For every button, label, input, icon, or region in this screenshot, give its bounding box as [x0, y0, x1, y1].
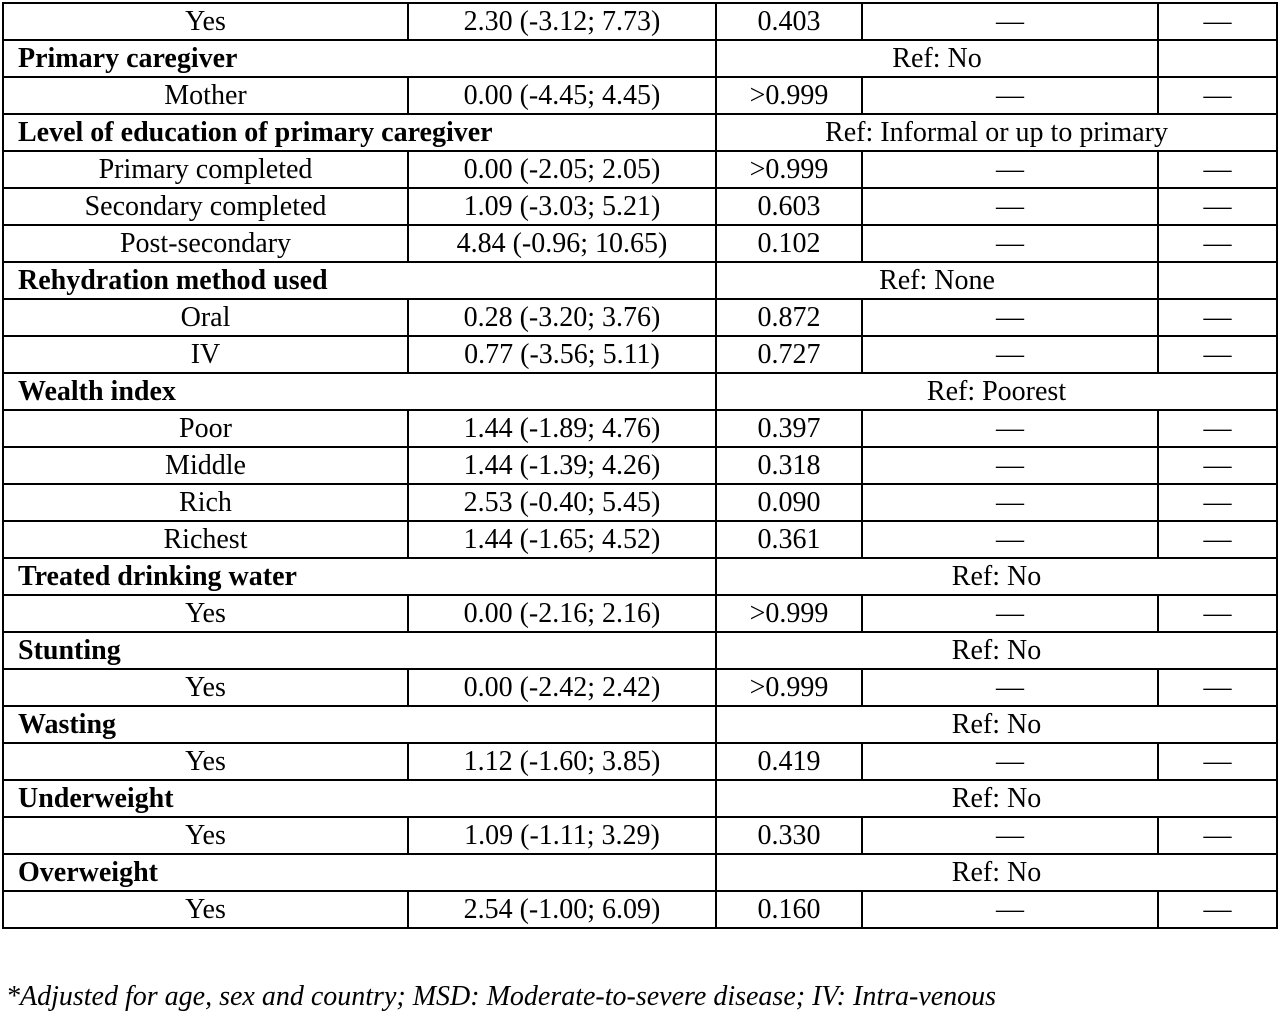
category-label: Yes	[3, 595, 408, 632]
dash-cell: —	[862, 336, 1158, 373]
group-header-row	[3, 780, 1277, 817]
table-footnote: *Adjusted for age, sex and country; MSD: Moderate-to-severe disease; IV: Intra-venous	[6, 981, 997, 1012]
p-value: >0.999	[716, 669, 862, 706]
dash-cell: —	[1158, 521, 1277, 558]
estimate-ci: 2.54 (-1.00; 6.09)	[408, 891, 716, 928]
reference-category: Ref: No	[716, 706, 1277, 743]
p-value: >0.999	[716, 151, 862, 188]
p-value: >0.999	[716, 77, 862, 114]
table-row	[3, 743, 1277, 780]
dash-cell: —	[1158, 77, 1277, 114]
p-value: 0.361	[716, 521, 862, 558]
results-table-body	[3, 3, 1277, 928]
estimate-ci: 4.84 (-0.96; 10.65)	[408, 225, 716, 262]
table-row	[3, 225, 1277, 262]
group-header-row	[3, 706, 1277, 743]
group-label: Rehydration method used	[3, 262, 716, 299]
table-row	[3, 595, 1277, 632]
table-row	[3, 447, 1277, 484]
reference-category: Ref: Poorest	[716, 373, 1277, 410]
reference-category: Ref: Informal or up to primary	[716, 114, 1277, 151]
estimate-ci: 0.00 (-2.42; 2.42)	[408, 669, 716, 706]
dash-cell: —	[862, 669, 1158, 706]
dash-cell: —	[862, 595, 1158, 632]
results-table	[2, 2, 1278, 929]
estimate-ci: 0.00 (-4.45; 4.45)	[408, 77, 716, 114]
table-row	[3, 521, 1277, 558]
p-value: 0.727	[716, 336, 862, 373]
p-value: 0.090	[716, 484, 862, 521]
table-row	[3, 299, 1277, 336]
group-label: Overweight	[3, 854, 716, 891]
dash-cell: —	[862, 891, 1158, 928]
category-label: Middle	[3, 447, 408, 484]
reference-category: Ref: No	[716, 558, 1277, 595]
dash-cell: —	[862, 77, 1158, 114]
group-label: Stunting	[3, 632, 716, 669]
reference-category: Ref: No	[716, 854, 1277, 891]
p-value: 0.403	[716, 3, 862, 40]
estimate-ci: 1.09 (-3.03; 5.21)	[408, 188, 716, 225]
group-header-row	[3, 558, 1277, 595]
category-label: Poor	[3, 410, 408, 447]
group-label: Wasting	[3, 706, 716, 743]
dash-cell: —	[1158, 3, 1277, 40]
estimate-ci: 2.53 (-0.40; 5.45)	[408, 484, 716, 521]
dash-cell: —	[862, 817, 1158, 854]
dash-cell: —	[862, 484, 1158, 521]
group-label: Wealth index	[3, 373, 716, 410]
estimate-ci: 1.44 (-1.65; 4.52)	[408, 521, 716, 558]
dash-cell: —	[1158, 336, 1277, 373]
category-label: Yes	[3, 817, 408, 854]
dash-cell: —	[862, 410, 1158, 447]
group-header-row	[3, 632, 1277, 669]
dash-cell: —	[862, 3, 1158, 40]
table-row	[3, 77, 1277, 114]
reference-category: Ref: None	[716, 262, 1158, 299]
group-header-row	[3, 373, 1277, 410]
estimate-ci: 2.30 (-3.12; 7.73)	[408, 3, 716, 40]
table-row	[3, 3, 1277, 40]
category-label: Richest	[3, 521, 408, 558]
dash-cell: —	[1158, 410, 1277, 447]
dash-cell: —	[862, 225, 1158, 262]
group-label: Treated drinking water	[3, 558, 716, 595]
dash-cell: —	[1158, 669, 1277, 706]
estimate-ci: 1.09 (-1.11; 3.29)	[408, 817, 716, 854]
table-row	[3, 336, 1277, 373]
p-value: 0.397	[716, 410, 862, 447]
p-value: 0.318	[716, 447, 862, 484]
group-header-row	[3, 114, 1277, 151]
dash-cell: —	[862, 299, 1158, 336]
dash-cell: —	[1158, 595, 1277, 632]
dash-cell: —	[1158, 188, 1277, 225]
table-row	[3, 669, 1277, 706]
dash-cell: —	[1158, 447, 1277, 484]
group-header-row	[3, 262, 1277, 299]
dash-cell: —	[862, 447, 1158, 484]
empty-cell	[1158, 262, 1277, 299]
table-row	[3, 410, 1277, 447]
reference-category: Ref: No	[716, 40, 1158, 77]
category-label: Rich	[3, 484, 408, 521]
estimate-ci: 0.00 (-2.05; 2.05)	[408, 151, 716, 188]
table-row	[3, 484, 1277, 521]
dash-cell: —	[862, 188, 1158, 225]
table-row	[3, 891, 1277, 928]
category-label: Yes	[3, 743, 408, 780]
category-label: Yes	[3, 891, 408, 928]
category-label: IV	[3, 336, 408, 373]
dash-cell: —	[1158, 891, 1277, 928]
dash-cell: —	[862, 743, 1158, 780]
p-value: 0.102	[716, 225, 862, 262]
empty-cell	[1158, 40, 1277, 77]
p-value: >0.999	[716, 595, 862, 632]
dash-cell: —	[1158, 151, 1277, 188]
category-label: Yes	[3, 669, 408, 706]
p-value: 0.419	[716, 743, 862, 780]
dash-cell: —	[1158, 743, 1277, 780]
group-label: Primary caregiver	[3, 40, 716, 77]
estimate-ci: 1.44 (-1.39; 4.26)	[408, 447, 716, 484]
p-value: 0.330	[716, 817, 862, 854]
estimate-ci: 0.00 (-2.16; 2.16)	[408, 595, 716, 632]
category-label: Yes	[3, 3, 408, 40]
dash-cell: —	[1158, 484, 1277, 521]
category-label: Primary completed	[3, 151, 408, 188]
p-value: 0.872	[716, 299, 862, 336]
estimate-ci: 0.28 (-3.20; 3.76)	[408, 299, 716, 336]
group-label: Level of education of primary caregiver	[3, 114, 716, 151]
category-label: Oral	[3, 299, 408, 336]
group-label: Underweight	[3, 780, 716, 817]
estimate-ci: 1.12 (-1.60; 3.85)	[408, 743, 716, 780]
table-row	[3, 151, 1277, 188]
table-row	[3, 817, 1277, 854]
group-header-row	[3, 854, 1277, 891]
p-value: 0.603	[716, 188, 862, 225]
category-label: Secondary completed	[3, 188, 408, 225]
dash-cell: —	[862, 521, 1158, 558]
dash-cell: —	[1158, 299, 1277, 336]
dash-cell: —	[1158, 817, 1277, 854]
dash-cell: —	[1158, 225, 1277, 262]
reference-category: Ref: No	[716, 632, 1277, 669]
category-label: Mother	[3, 77, 408, 114]
estimate-ci: 1.44 (-1.89; 4.76)	[408, 410, 716, 447]
estimate-ci: 0.77 (-3.56; 5.11)	[408, 336, 716, 373]
p-value: 0.160	[716, 891, 862, 928]
table-row	[3, 188, 1277, 225]
category-label: Post-secondary	[3, 225, 408, 262]
group-header-row	[3, 40, 1277, 77]
dash-cell: —	[862, 151, 1158, 188]
reference-category: Ref: No	[716, 780, 1277, 817]
